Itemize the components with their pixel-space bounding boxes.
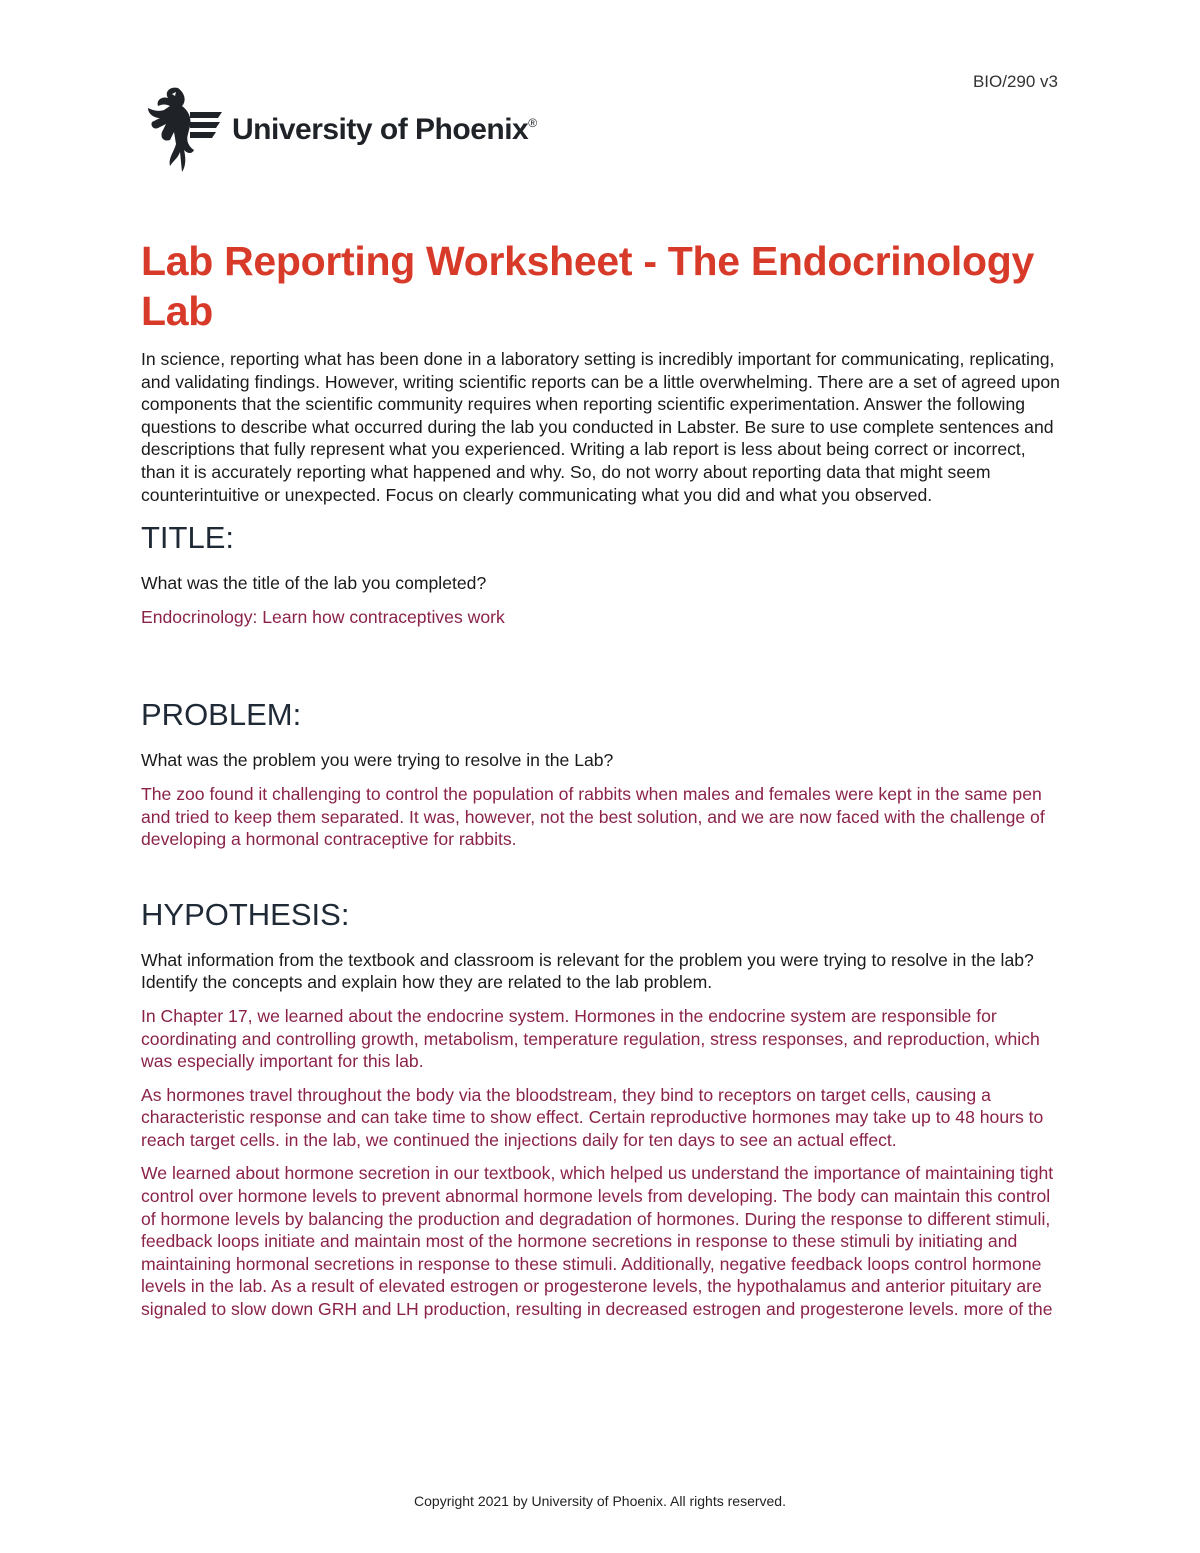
phoenix-bird-icon <box>142 82 224 178</box>
logo-text: University of Phoenix <box>232 113 529 146</box>
problem-question: What was the problem you were trying to resolve in the Lab? <box>141 750 614 771</box>
problem-heading: PROBLEM: <box>141 697 302 733</box>
hypothesis-question: What information from the textbook and classroom is relevant for the problem you were trying to resolve in the lab? Identify the concepts and explain how they are related to the lab problem. <box>141 949 1034 993</box>
title-answer: Endocrinology: Learn how contraceptives work <box>141 606 505 627</box>
hypothesis-heading: HYPOTHESIS: <box>141 896 350 932</box>
hypothesis-answer-3: We learned about hormone secretion in our textbook, which helped us understand the importance of maintaining tight control over hormone levels to prevent abnormal hormone levels from developing. The body can maintain this control of hormone levels by balancing the production and degradation of hormones. During the response to different stimuli, feedback loops initiate and maintain most of the hormone secretions in response to these stimuli by initiating and maintaining hormonal secretions in response to these stimuli. Additionally, negative feedback loops control hormone levels in the lab. As a result of elevated estrogen or progesterone levels, the hypothalamus and anterior pituitary are signaled to slow down GRH and LH production, resulting in decreased estrogen and progesterone levels. more of the <box>141 1163 1054 1320</box>
problem-answer: The zoo found it challenging to control the population of rabbits when males and females were kept in the same pen and tried to keep them separated. It was, however, not the best solution, and we are now faced with the challenge of developing a hormonal contraceptive for rabbits. <box>141 783 1045 850</box>
title-question: What was the title of the lab you completed? <box>141 573 487 594</box>
intro-paragraph: In science, reporting what has been done in a laboratory setting is incredibly important for communicating, replicating, and validating findings. However, writing scientific reports can be a little overwhelming. There are a set of agreed upon components that the scientific community requires when reporting scientific experimentation. Answer the following questions to describe what occurred during the lab you conducted in Labster. Be sure to use complete sentences and descriptions that fully represent what you experienced. Writing a lab report is less about being correct or incorrect, than it is accurately reporting what happened and why. So, do not worry about reporting data that might seem counterintuitive or unexpected. Focus on clearly communicating what you did and what you observed. <box>141 349 1060 505</box>
registered-mark: ® <box>528 116 537 130</box>
hypothesis-answer-1: In Chapter 17, we learned about the endocrine system. Hormones in the endocrine system are responsible for coordinating and controlling growth, metabolism, temperature regulation, stress responses, and reproduction, which was especially important for this lab. <box>141 1005 1040 1072</box>
copyright-footer: Copyright 2021 by University of Phoenix. All rights reserved. <box>414 1493 786 1509</box>
title-heading: TITLE: <box>141 520 235 556</box>
university-logo <box>142 82 537 178</box>
document-body <box>141 236 1061 1321</box>
document-title: Lab Reporting Worksheet - The Endocrinology Lab <box>141 238 1034 334</box>
hypothesis-answer-2: As hormones travel throughout the body via the bloodstream, they bind to receptors on target cells, causing a characteristic response and can take time to show effect. Certain reproductive hormones may take up to 48 hours to reach target cells. in the lab, we continued the injections daily for ten days to see an actual effect. <box>141 1084 1044 1150</box>
course-code: BIO/290 v3 <box>972 72 1058 91</box>
